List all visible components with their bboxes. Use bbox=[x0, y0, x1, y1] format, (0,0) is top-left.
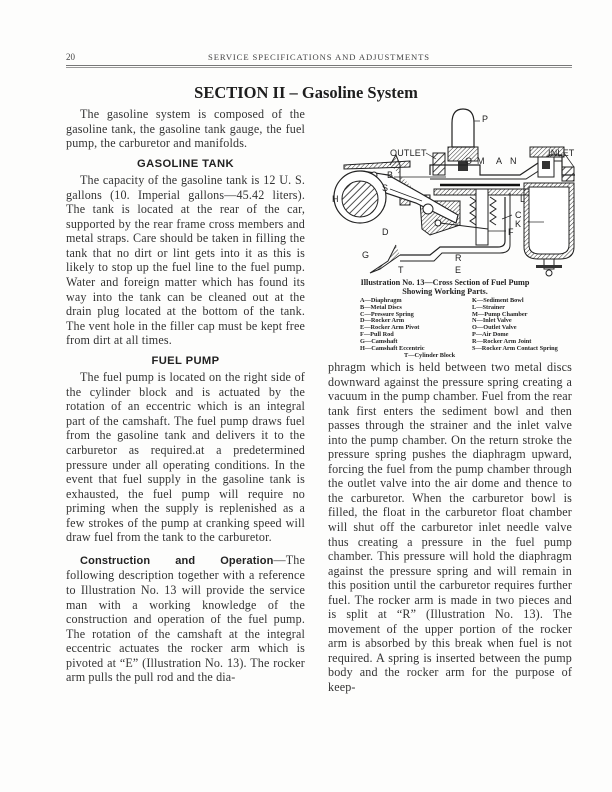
paragraph-gap bbox=[66, 545, 305, 553]
intro-paragraph: The gasoline system is composed of the gasoline tank, the gasoline tank gauge, the fuel pump, the carburetor and manifolds. bbox=[66, 107, 305, 151]
legend-item: L—Strainer bbox=[472, 303, 505, 311]
fuel-pump-heading: FUEL PUMP bbox=[151, 354, 220, 367]
label-P: P bbox=[482, 114, 489, 124]
legend-left-column bbox=[360, 298, 425, 352]
legend-item: A—Diaphragm bbox=[360, 297, 402, 304]
fuel-pump-paragraph: The fuel pump is located on the right side of the cylinder block and is actuated by the rotation of an eccentric which is an integral part of the camshaft. The fuel pump draws fuel from the gasoline tank and delivers it to the carburetor as required.at a predetermined pressure under all operating conditions. In the event that fuel supply in the gasoline tank is exhausted, the fuel pump will require no priming when the supply is replenished as a few strokes of the pump at cranking speed will draw fuel from the tank to the carburetor. bbox=[66, 370, 305, 545]
legend-item: N—Inlet Valve bbox=[472, 317, 512, 325]
left-column bbox=[66, 107, 305, 685]
legend-item: G—Camshaft bbox=[360, 337, 398, 345]
running-title: SERVICE SPECIFICATIONS AND ADJUSTMENTS bbox=[208, 52, 430, 62]
label-S: S bbox=[382, 183, 389, 193]
label-R: R bbox=[455, 253, 462, 263]
label-K: K bbox=[515, 219, 522, 229]
label-T: T bbox=[398, 265, 404, 275]
label-L: L bbox=[520, 194, 526, 204]
legend-item: H—Camshaft Eccentric bbox=[360, 344, 425, 352]
label-inlet: INLET bbox=[548, 148, 575, 158]
figure-caption bbox=[320, 278, 570, 297]
label-B: B bbox=[387, 170, 394, 180]
section-title-text: SECTION II – Gasoline System bbox=[194, 83, 418, 102]
legend-item: P—Air Dome bbox=[472, 330, 509, 338]
label-G: G bbox=[362, 250, 370, 260]
label-E: E bbox=[455, 265, 462, 275]
label-C: C bbox=[515, 210, 522, 220]
legend-item: M—Pump Chamber bbox=[472, 310, 528, 318]
label-H: H bbox=[332, 194, 339, 204]
legend-item: C—Pressure Spring bbox=[360, 310, 414, 318]
caption-line-2: Showing Working Parts. bbox=[402, 287, 488, 297]
fuel-pump-cross-section-illustration bbox=[330, 105, 575, 277]
running-header bbox=[66, 52, 572, 64]
construction-text: —The following description together with a reference to Illustration No. 13 will provide the service man with a working knowledge of the construction and operation of the fuel pump. The rotation of the camshaft at the integral eccentric actuates the rocker arm which is pivoted at “E” (Illustration No. 13). The rocker arm pulls the pull rod and the dia- bbox=[66, 552, 305, 685]
gasoline-tank-paragraph: The capacity of the gasoline tank is 12 U. S. gallons (10. Imperial gallons—45.42 liters). The tank is located at the rear of the car, supported by the rear frame cross members and metal straps. Care should be taken in filling the tank that no dirt or lint gets into it as this is likely to stop up the fuel line to the fuel pump. Water and foreign matter which has found its way into the tank can be cleaned out at the drain plug located at the bottom of the tank. The vent hole in the filler cap must be kept free from dirt at all times. bbox=[66, 173, 305, 348]
legend-item: B—Metal Discs bbox=[360, 303, 402, 311]
legend-item: E—Rocker Arm Pivot bbox=[360, 324, 420, 332]
legend-right-column bbox=[472, 298, 558, 352]
right-column bbox=[328, 360, 572, 695]
legend-item: O—Outlet Valve bbox=[472, 324, 517, 332]
continuation-paragraph: phragm which is held between two metal discs downward against the pressure spring creating a vacuum in the pump chamber. Fuel from the rear tank first enters the sediment bowl and then passes through the strainer and the inlet valve into the pump chamber. On the return stroke the pressure spring pushes the diaphragm upward, forcing the fuel from the pump chamber through the outlet valve into the air dome and thence to the carburetor. When the carburetor bowl is filled, the float in the carburetor float chamber will shut off the carburetor inlet needle valve thus creating a pressure in the fuel pump chamber. This pressure will hold the diaphragm against the pressure spring and will remain in this position until the carburetor requires further fuel. The rocker arm is made in two pieces and is split at “R” (Illustration No. 13). The movement of the upper portion of the rocker arm is absorbed by this break when fuel is not required. A spring is inserted between the pump body and the rocker arm for the purpose of keep- bbox=[328, 360, 572, 695]
legend-item-cylinder-block: T—Cylinder Block bbox=[404, 351, 456, 359]
construction-runin-heading: Construction and Operation bbox=[80, 554, 274, 567]
label-D: D bbox=[382, 227, 389, 237]
label-outlet: OUTLET bbox=[390, 148, 427, 158]
label-A: A bbox=[496, 156, 503, 166]
section-title bbox=[0, 83, 612, 103]
legend-item: R—Rocker Arm Joint bbox=[472, 337, 532, 345]
legend-item: D—Rocker Arm bbox=[360, 317, 405, 325]
caption-line-1: Illustration No. 13—Cross Section of Fuel Pump bbox=[360, 278, 530, 287]
legend-item: K—Sediment Bowl bbox=[472, 297, 524, 304]
legend-item: S—Rocker Arm Contact Spring bbox=[472, 344, 558, 352]
label-N: N bbox=[510, 156, 517, 166]
label-O: O bbox=[465, 156, 473, 166]
page-number: 20 bbox=[66, 52, 75, 62]
label-M: M bbox=[477, 156, 485, 166]
legend-item: F—Pull Rod bbox=[360, 330, 394, 338]
construction-paragraph bbox=[66, 553, 305, 685]
gasoline-tank-heading: GASOLINE TANK bbox=[137, 157, 234, 170]
label-F: F bbox=[508, 227, 514, 237]
header-rule bbox=[66, 65, 572, 68]
